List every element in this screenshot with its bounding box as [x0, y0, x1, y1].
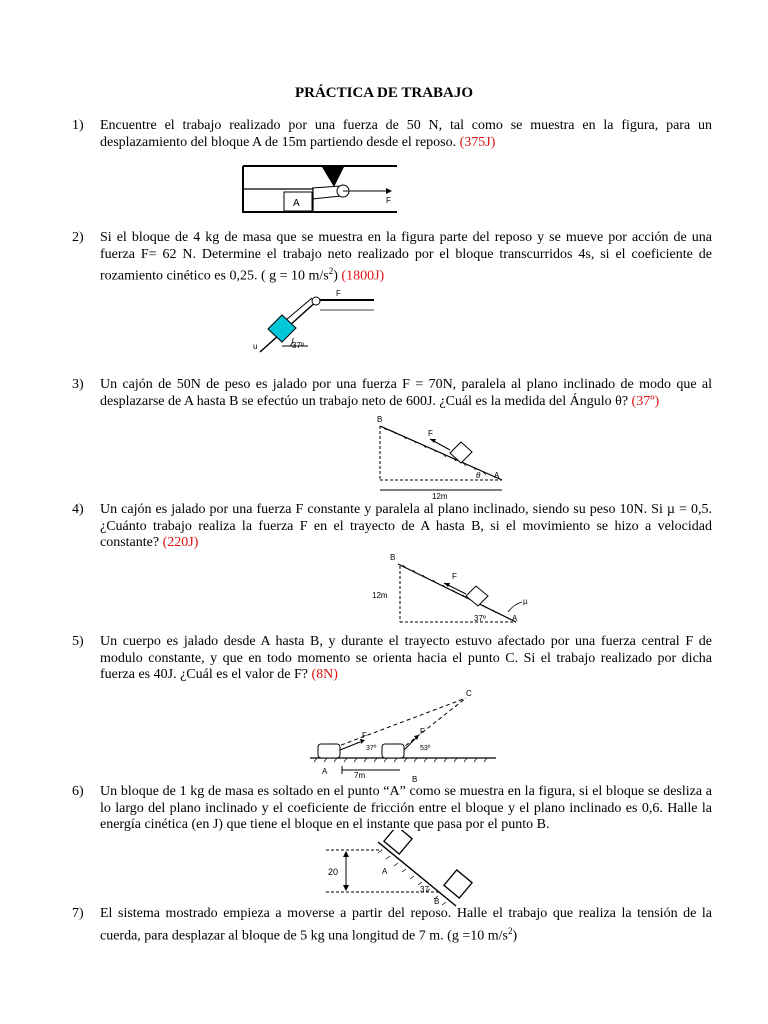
problem-text-end: ): [512, 928, 518, 944]
force-label: F: [386, 196, 391, 205]
height-label: 12m: [372, 591, 388, 600]
problem-number: 2): [72, 230, 84, 245]
problem-text: Encuentre el trabajo realizado por una fuerza de 50 N, tal como se muestra en la figura, para un desplazamiento del bloque A de 15m partiendo desde el reposo.: [100, 118, 712, 150]
problem-7: [72, 906, 712, 945]
problem-text: Un cajón es jalado por una fuerza F constante y paralela al plano inclinado, siendo su peso 10N. Si µ = 0,5. ¿Cuánto trabajo realiza la fuerza F en el trayecto de A hasta B, si el movimiento se hizo a velocidad constante?: [100, 502, 712, 550]
problem-text: Un bloque de 1 kg de masa es soltado en el punto “A” como se muestra en la figura, si el bloque se desliza a lo largo del plano inclinado y el coeficiente de fricción entre el bloque y el plano inclinado es 0,6. Halle la energía cinética (en J) que tiene el bloque en el instante que pasa por el punto B.: [100, 784, 712, 832]
label-b: B: [434, 897, 440, 906]
label-a: A: [512, 614, 518, 623]
problem-number: 5): [72, 634, 84, 649]
figure-6: [322, 830, 482, 910]
problem-number: 3): [72, 377, 84, 392]
problem-number: 1): [72, 118, 84, 133]
angle-2-label: 53º: [420, 745, 431, 752]
answer: (8N): [311, 667, 338, 682]
answer: (37º): [631, 393, 660, 409]
figure-2: [250, 290, 380, 360]
block-a: [318, 744, 340, 758]
crate: [466, 586, 488, 606]
force-label: F: [428, 429, 433, 438]
angle-label: 37º: [292, 341, 304, 350]
problem-4: [72, 502, 712, 552]
mu-label: µ: [523, 597, 528, 606]
figure-4: [370, 552, 540, 630]
page-title: PRÁCTICA DE TRABAJO: [294, 85, 474, 101]
force-label: F: [452, 572, 457, 581]
figure-5: [310, 686, 500, 784]
block-b: [444, 870, 472, 898]
problem-2: [72, 230, 712, 285]
block-b: [382, 744, 404, 758]
crate: [450, 442, 472, 463]
figure-1: [240, 163, 400, 215]
angle-label: 37º: [474, 614, 486, 623]
label-b: B: [377, 415, 383, 424]
problem-number: 4): [72, 502, 84, 517]
label-a: A: [382, 867, 388, 876]
answer: (220J): [162, 535, 199, 550]
block-label: A: [293, 198, 300, 209]
base-label: 12m: [432, 492, 448, 501]
problem-text: Si el bloque de 4 kg de masa que se muestra en la figura parte del reposo y se mueve por acción de una fuerza F= 62 N. Determine el trabajo neto realizado por el bloque transcurridos 4s, si el coeficiente de rozamiento cinético es 0,25. ( g = 10 m/s: [100, 230, 712, 284]
superscript: 2: [507, 925, 513, 936]
distance-label: 7m: [354, 771, 366, 780]
problem-number: 6): [72, 784, 84, 799]
problem-3: [72, 377, 712, 410]
label-a: A: [322, 767, 328, 776]
figure-3: [372, 412, 522, 502]
force-1-label: F: [362, 731, 367, 740]
label-b: B: [390, 553, 396, 562]
label-b: B: [412, 775, 418, 784]
cyan-block: [268, 315, 296, 342]
height-label: 20: [328, 867, 339, 877]
label-a: A: [494, 471, 500, 480]
problem-6: [72, 784, 712, 834]
angle-1-label: 37º: [366, 745, 377, 752]
label-c: C: [466, 689, 472, 698]
problem-5: [72, 634, 712, 684]
problem-text: Un cajón de 50N de peso es jalado por una fuerza F = 70N, paralela al plano inclinado de modo que al desplazarse de A hasta B se efectúo un trabajo neto de 600J. ¿Cuál es la medida del Ángulo θ?: [100, 377, 712, 409]
angle-label: θ: [476, 471, 481, 480]
problem-1: [72, 118, 712, 151]
angle-label: 37: [420, 885, 429, 894]
mu-label: u: [253, 342, 258, 351]
superscript: 2: [328, 266, 334, 276]
problem-text-end: ): [333, 268, 338, 284]
answer: (1800J): [341, 268, 385, 284]
problem-text: Un cuerpo es jalado desde A hasta B, y durante el trayecto estuvo afectado por una fuerza central F de modulo constante, y que en todo momento se orienta hacia el punto C. Si el trabajo realizado por dicha fuerza es 40J. ¿Cuál es el valor de F?: [100, 634, 712, 682]
force-2-label: F: [420, 727, 425, 736]
problem-number: 7): [72, 906, 84, 921]
force-label: F: [336, 290, 341, 298]
problem-text: El sistema mostrado empieza a moverse a partir del reposo. Halle el trabajo que realiza la tensión de la cuerda, para desplazar al bloque de 5 kg una longitud de 7 m. (g =10 m/s: [100, 906, 712, 944]
answer: (375J): [459, 134, 496, 150]
